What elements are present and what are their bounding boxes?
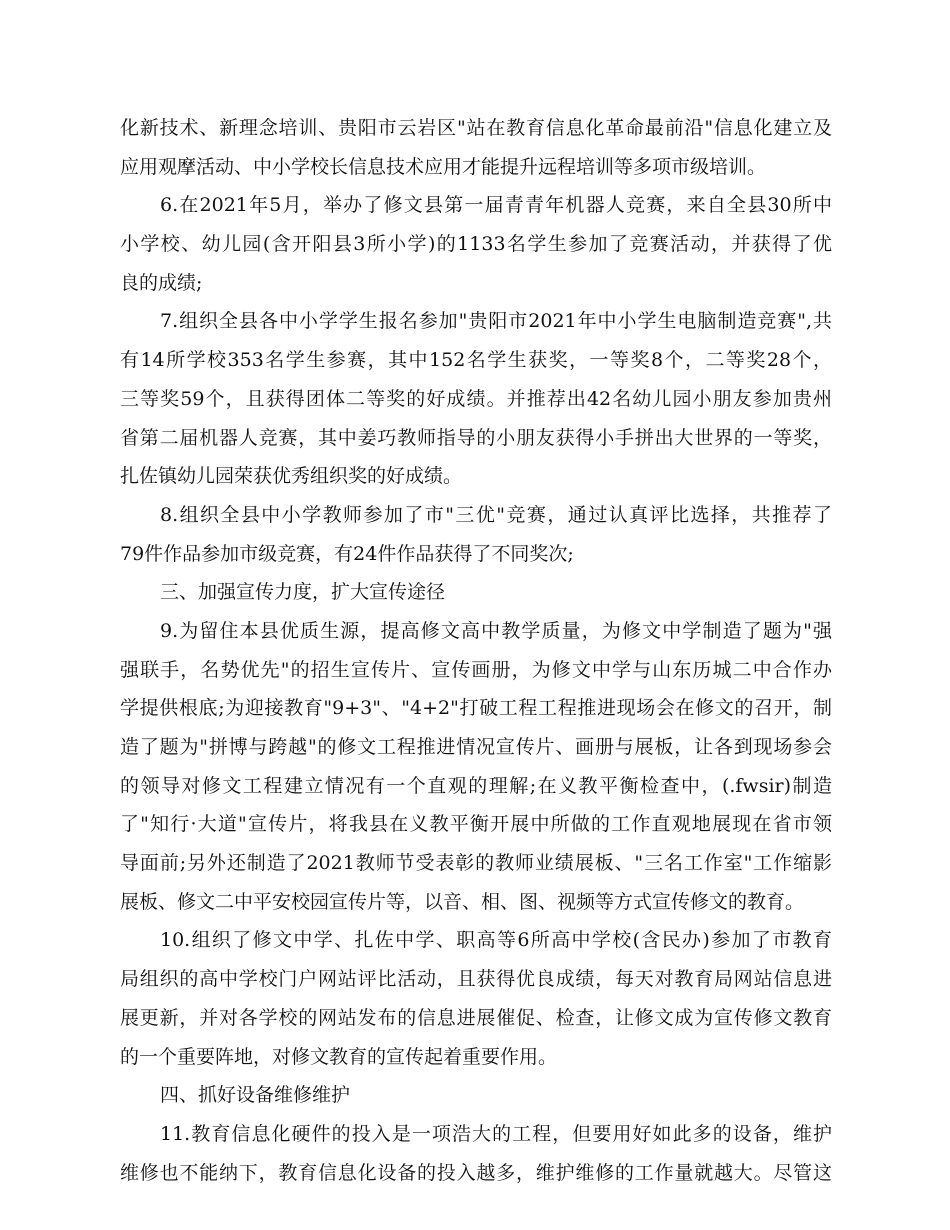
text-line: 化新技术、新理念培训、贵阳市云岩区"站在教育信息化革命最前沿"信息化建立及 (120, 117, 832, 139)
text-line: 局组织的高中学校门户网站评比活动，且获得优良成绩，每天对教育局网站信息进 (120, 968, 832, 991)
text-line: 良的成绩; (120, 271, 203, 294)
text-line: 强联手，名势优先"的招生宣传片、宣传画册，为修文中学与山东历城二中合作办 (120, 658, 832, 681)
text-line: 应用观摩活动、中小学校长信息技术应用才能提升远程培训等多项市级培训。 (120, 155, 767, 178)
text-line: 79件作品参加市级竞赛，有24件作品获得了不同奖次; (120, 542, 574, 565)
text-line: 的领导对修文工程建立情况有一个直观的理解;在义教平衡检查中，(.fwsir)制造 (120, 774, 832, 797)
text-line: 7.组织全县各中小学学生报名参加"贵阳市2021年中小学生电脑制造竞赛",共 (160, 310, 832, 333)
text-line: 三等奖59个，且获得团体二等奖的好成绩。并推荐出42名幼儿园小朋友参加贵州 (120, 387, 832, 410)
text-line: 了"知行·大道"宣传片，将我县在义教平衡开展中所做的工作直观地展现在省市领 (120, 813, 832, 836)
text-line: 扎佐镇幼儿园荣获优秀组织奖的好成绩。 (120, 465, 463, 488)
paragraph (120, 109, 832, 186)
text-line: 导面前;另外还制造了2021教师节受表彰的教师业绩展板、"三名工作室"工作缩影 (120, 852, 832, 875)
text-line: 11.教育信息化硬件的投入是一项浩大的工程，但要用好如此多的设备，维护 (160, 1122, 832, 1145)
text-line: 三、加强宣传力度，扩大宣传途径 (160, 581, 446, 604)
text-line: 展更新，并对各学校的网站发布的信息进展催促、检查，让修文成为宣传修文教育 (120, 1006, 832, 1029)
text-line: 10.组织了修文中学、扎佐中学、职高等6所高中学校(含民办)参加了市教育 (160, 929, 832, 952)
text-line: 维修也不能纳下，教育信息化设备的投入越多，维护维修的工作量就越大。尽管这 (120, 1161, 832, 1184)
text-line: 的一个重要阵地，对修文教育的宣传起着重要作用。 (120, 1045, 558, 1068)
text-line: 小学校、幼儿园(含开阳县3所小学)的1133名学生参加了竞赛活动，并获得了优 (120, 233, 832, 256)
paragraph (120, 1115, 832, 1192)
text-line: 学提供根底;为迎接教育"9+3"、"4+2"打破工程工程推进现场会在修文的召开，制 (120, 697, 832, 720)
text-line: 8.组织全县中小学教师参加了市"三优"竞赛，通过认真评比选择，共推荐了 (160, 503, 832, 526)
paragraph (120, 186, 832, 302)
text-line: 四、抓好设备维修维护 (160, 1084, 351, 1107)
document-page (120, 109, 832, 1192)
text-line: 有14所学校353名学生参赛，其中152名学生获奖，一等奖8个，二等奖28个， (120, 349, 832, 372)
paragraph (120, 496, 832, 573)
text-line: 展板、修文二中平安校园宣传片等，以音、相、图、视频等方式宣传修文的教育。 (120, 890, 805, 913)
paragraph (120, 612, 832, 922)
paragraph (120, 1076, 832, 1115)
text-line: 省第二届机器人竞赛，其中姜巧教师指导的小朋友获得小手拼出大世界的一等奖， (120, 426, 832, 449)
paragraph (120, 921, 832, 1076)
text-line: 造了题为"拼博与跨越"的修文工程推进情况宣传片、画册与展板，让各到现场参会 (120, 736, 832, 758)
text-line: 6.在2021年5月，举办了修文县第一届青青年机器人竞赛，来自全县30所中 (160, 194, 832, 217)
paragraph (120, 573, 832, 612)
paragraph (120, 302, 832, 495)
text-line: 9.为留住本县优质生源，提高修文高中教学质量，为修文中学制造了题为"强 (160, 619, 832, 642)
